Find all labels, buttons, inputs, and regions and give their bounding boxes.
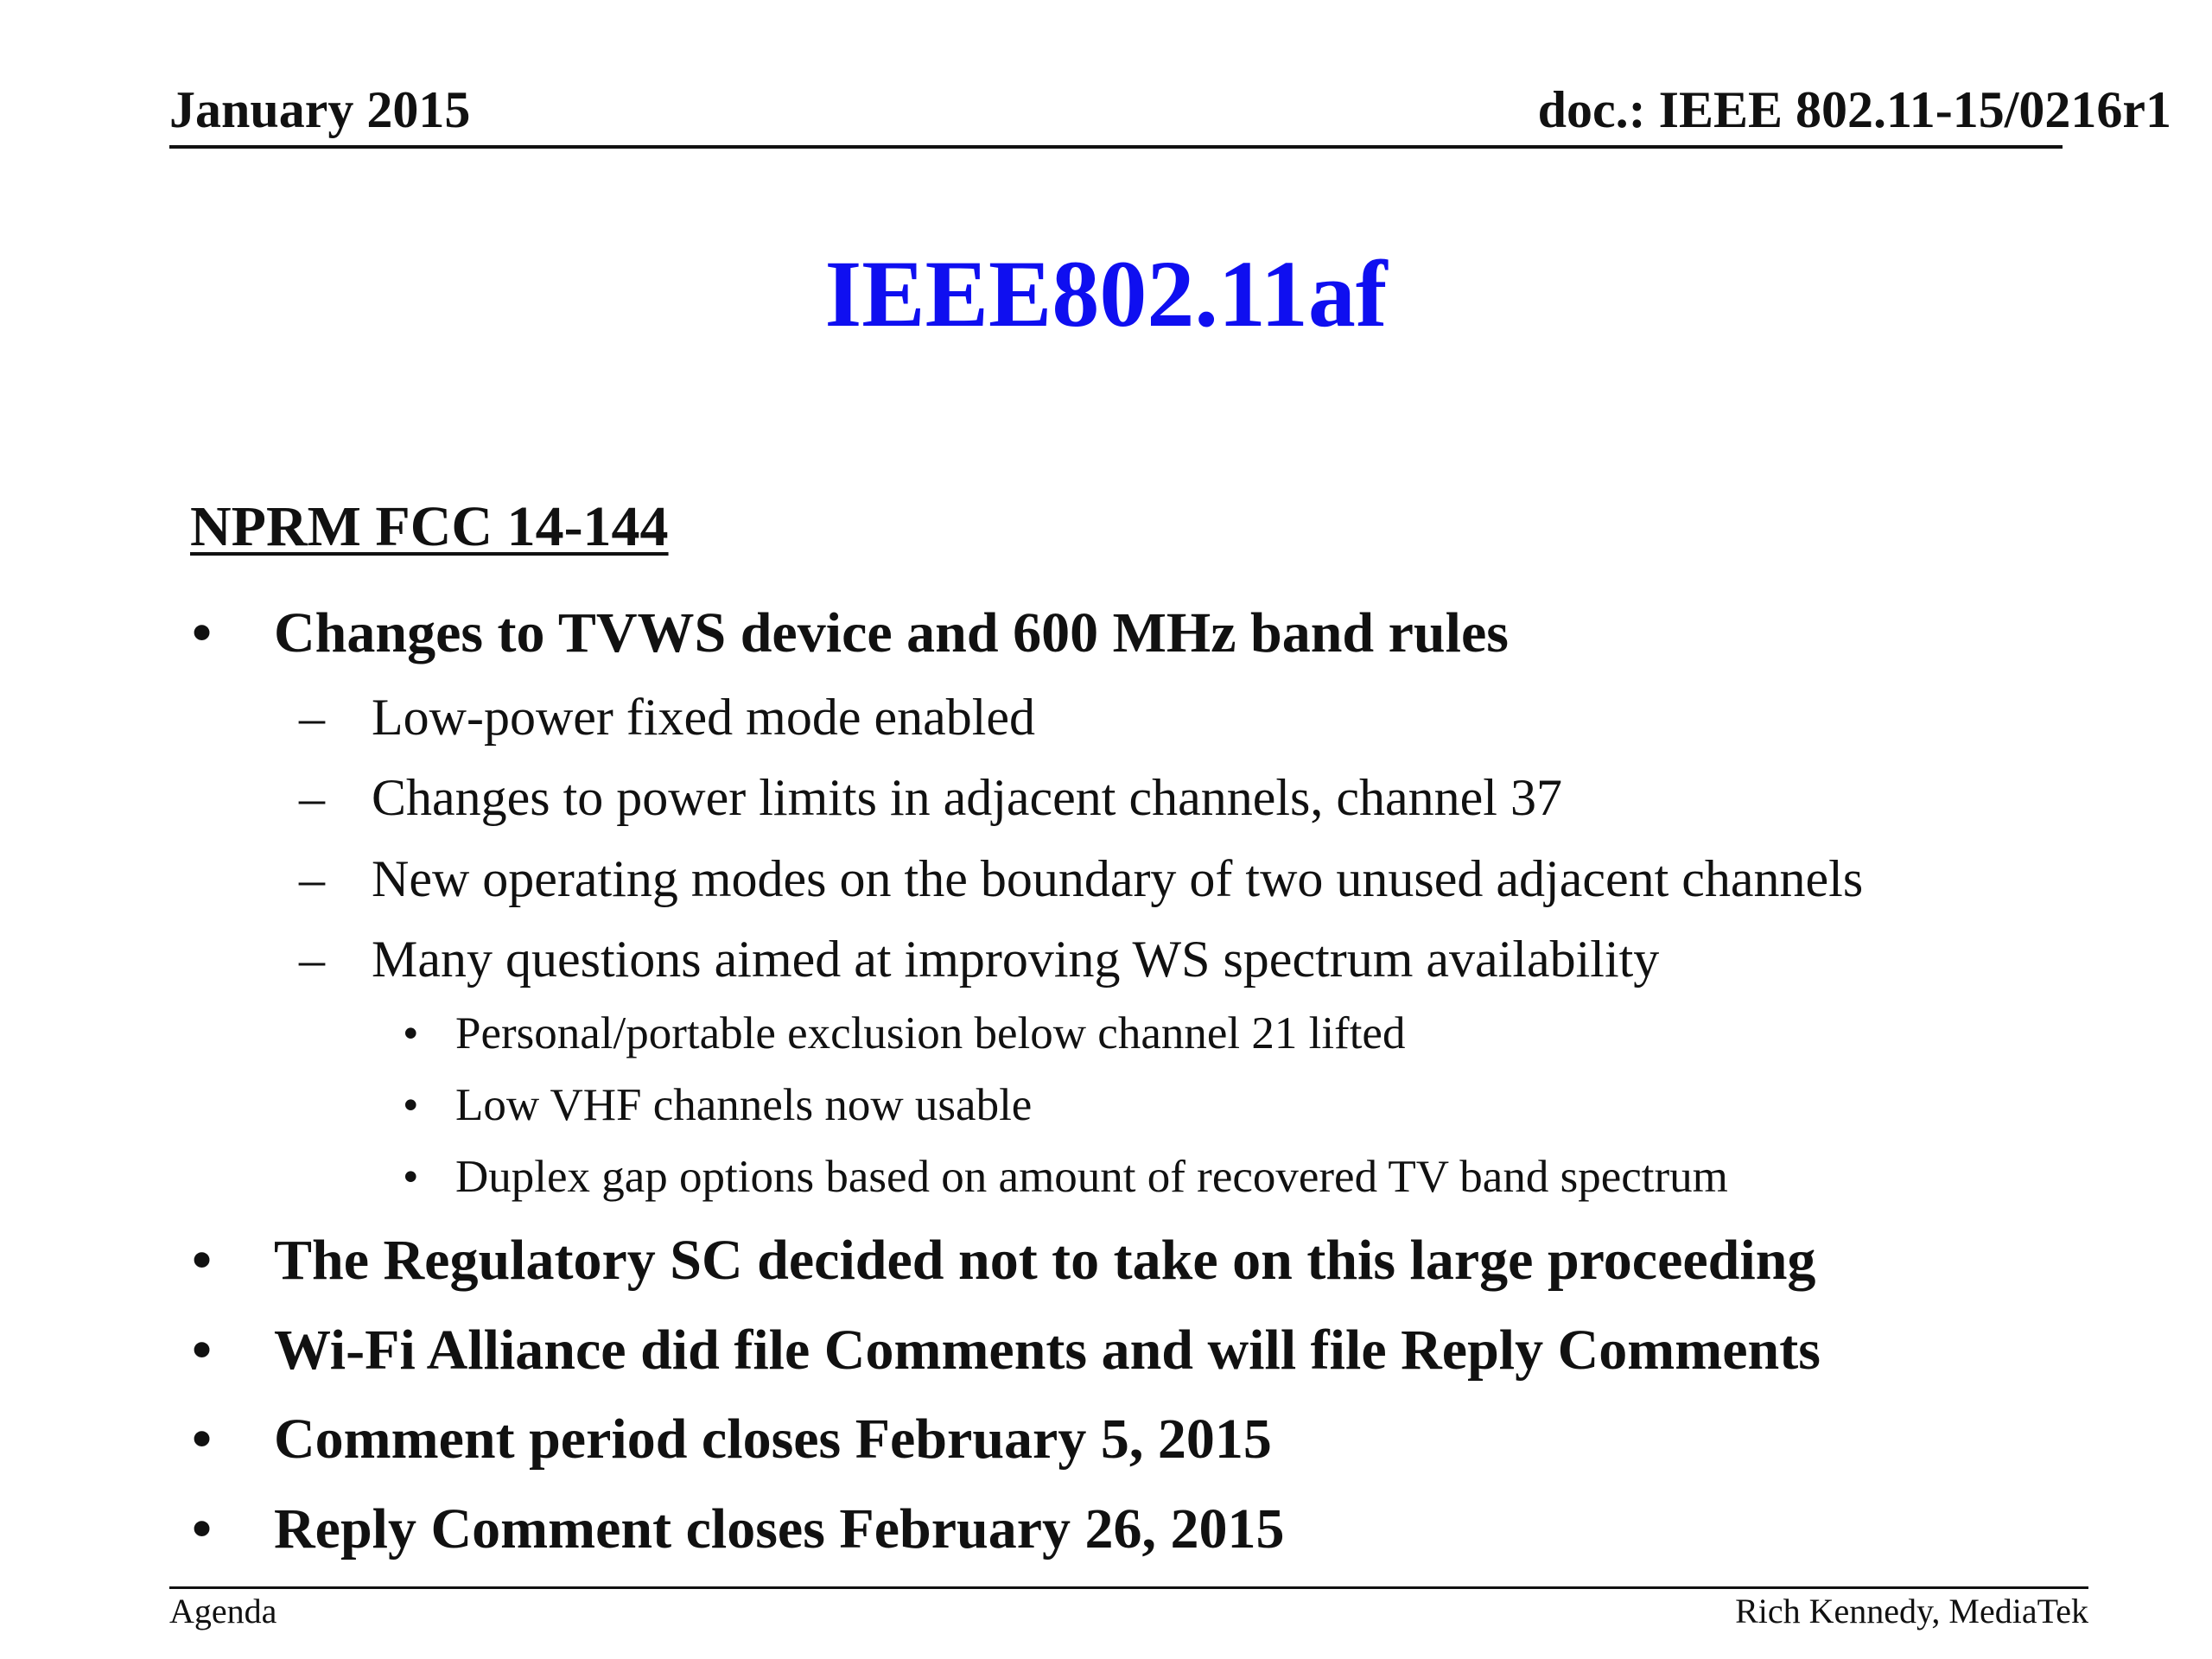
sub-bullet-text: Low-power fixed mode enabled bbox=[372, 689, 1036, 746]
dash-marker: – bbox=[299, 769, 325, 826]
header-divider bbox=[169, 145, 2063, 149]
bullet-text: The Regulatory SC decided not to take on this large proceeding bbox=[274, 1229, 1816, 1292]
bullet-marker: • bbox=[192, 1229, 213, 1292]
sub-sub-bullet-text: Low VHF channels now usable bbox=[455, 1080, 1033, 1130]
footer-left: Agenda bbox=[169, 1592, 277, 1630]
bullet-marker: • bbox=[403, 1080, 419, 1130]
sub-bullet-text: Many questions aimed at improving WS spectrum availability bbox=[372, 931, 1660, 988]
bullet-text: Wi-Fi Alliance did file Comments and will file Reply Comments bbox=[274, 1319, 1821, 1382]
sub-bullet-text: Changes to power limits in adjacent channels, channel 37 bbox=[372, 769, 1562, 826]
sub-sub-bullet-text: Personal/portable exclusion below channel 21 lifted bbox=[455, 1008, 1406, 1058]
bullet-text: Comment period closes February 5, 2015 bbox=[274, 1408, 1272, 1471]
sub-bullet-text: New operating modes on the boundary of two unused adjacent channels bbox=[372, 850, 1864, 907]
bullet-marker: • bbox=[403, 1152, 419, 1202]
footer-author: Rich Kennedy, MediaTek bbox=[1735, 1592, 2088, 1630]
bullet-marker: • bbox=[192, 1408, 213, 1471]
dash-marker: – bbox=[299, 850, 325, 907]
sub-sub-bullet-text: Duplex gap options based on amount of recovered TV band spectrum bbox=[455, 1152, 1728, 1202]
dash-marker: – bbox=[299, 689, 325, 746]
bullet-text: Reply Comment closes February 26, 2015 bbox=[274, 1497, 1285, 1560]
bullet-marker: • bbox=[192, 1497, 213, 1560]
section-heading: NPRM FCC 14-144 bbox=[190, 495, 669, 558]
slide-title: IEEE802.11af bbox=[824, 241, 1388, 346]
dash-marker: – bbox=[299, 931, 325, 988]
bullet-text: Changes to TVWS device and 600 MHz band rules bbox=[274, 601, 1509, 664]
footer-divider bbox=[169, 1586, 2088, 1589]
header-date: January 2015 bbox=[169, 81, 471, 138]
bullet-marker: • bbox=[192, 601, 213, 664]
bullet-marker: • bbox=[403, 1008, 419, 1058]
header-doc-id: doc.: IEEE 802.11-15/0216r1 bbox=[1537, 81, 2171, 138]
bullet-marker: • bbox=[192, 1319, 213, 1382]
